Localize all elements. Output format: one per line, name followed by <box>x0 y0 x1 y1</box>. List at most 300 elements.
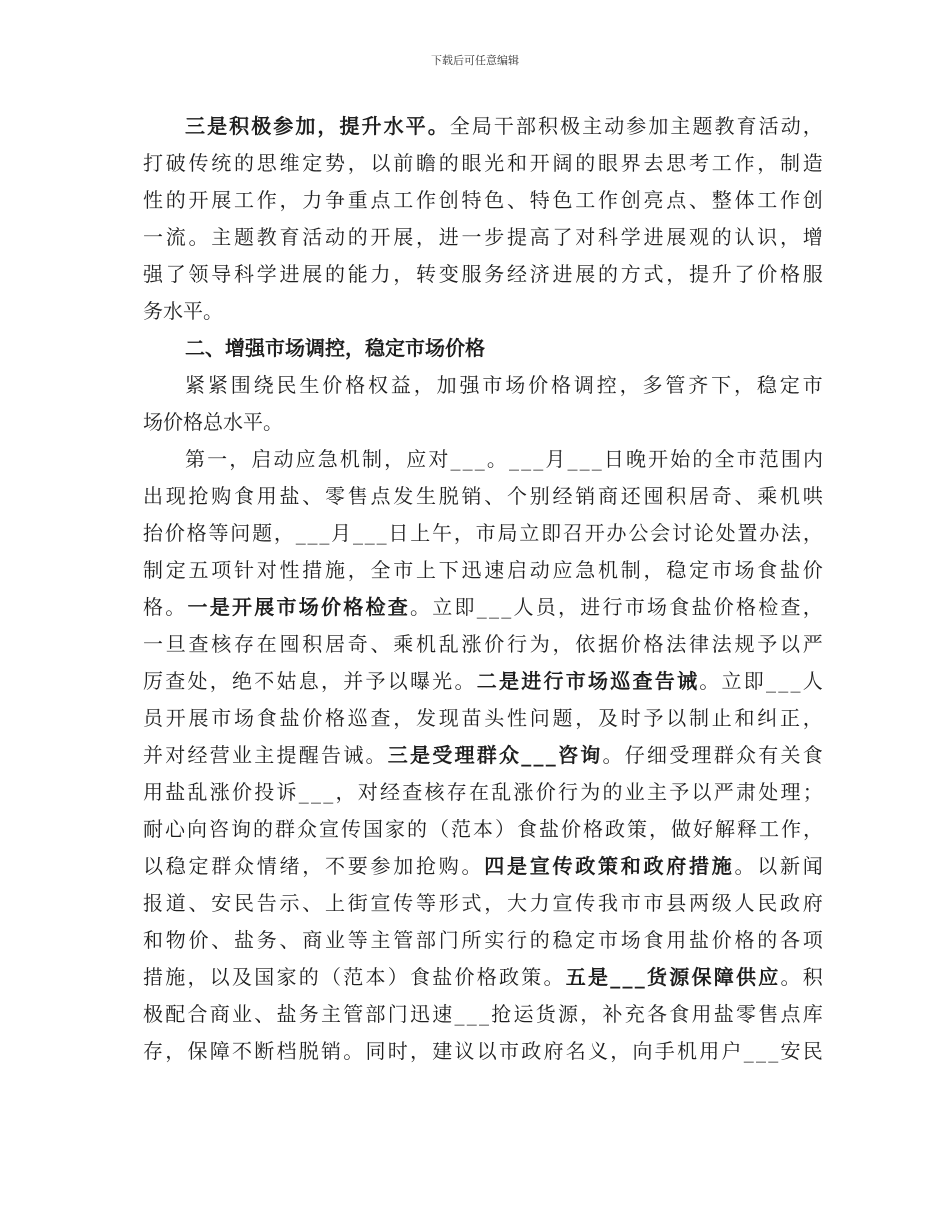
text-char: 场 <box>143 410 163 434</box>
bold-text-char: 市 <box>565 669 586 693</box>
text-char: 变 <box>438 262 459 286</box>
text-char: 对 <box>575 225 596 249</box>
text-char: 水 <box>163 299 183 323</box>
text-char: 价 <box>188 928 209 952</box>
text-char: 齐 <box>688 373 709 397</box>
text-char: 水 <box>223 410 243 434</box>
text-char: 规 <box>734 632 755 656</box>
text-line <box>143 145 823 182</box>
text-char: 配 <box>165 1002 186 1026</box>
bold-text-char: _ <box>610 965 621 989</box>
text-char: 光 <box>432 669 453 693</box>
text-line <box>143 478 823 515</box>
text-char: 食 <box>802 743 823 767</box>
text-char: 经 <box>187 743 208 767</box>
text-char: ， <box>610 1039 631 1063</box>
text-char: 能 <box>347 262 368 286</box>
text-char: 格 <box>325 706 345 730</box>
text-char: 厉 <box>143 669 163 693</box>
text-char: 群 <box>275 817 295 841</box>
text-line <box>143 774 823 811</box>
text-char: 旦 <box>165 632 186 656</box>
text-char: 了 <box>734 262 755 286</box>
text-char: 格 <box>551 373 571 397</box>
text-char: 立 <box>519 521 540 545</box>
text-line <box>143 663 823 700</box>
text-char: 涨 <box>513 780 534 804</box>
text-char: 动 <box>325 225 345 249</box>
text-char: 干 <box>493 114 514 138</box>
text-char: 应 <box>295 447 316 471</box>
text-char: 急 <box>575 558 596 582</box>
text-char: 关 <box>780 743 801 767</box>
text-char: 咨 <box>209 817 229 841</box>
text-line <box>143 182 823 219</box>
text-char: 价 <box>322 373 343 397</box>
text-char: 价 <box>535 780 556 804</box>
text-char: 处 <box>187 669 208 693</box>
text-char: 源 <box>558 1002 578 1026</box>
text-char: 对 <box>256 558 277 582</box>
text-char: 场 <box>734 558 755 582</box>
text-char: 作 <box>256 188 277 212</box>
text-char: 工 <box>393 188 414 212</box>
text-char: 法 <box>781 521 801 545</box>
text-char: 等 <box>208 521 229 545</box>
text-char: 盐 <box>279 706 300 730</box>
text-char: 场 <box>620 928 641 952</box>
text-char: 情 <box>256 854 277 878</box>
text-char: 性 <box>143 188 163 212</box>
text-char: 市 <box>393 558 414 582</box>
text-char: 以 <box>143 854 163 878</box>
text-char: 立 <box>432 595 453 619</box>
text-char: 的 <box>165 188 186 212</box>
text-char: 经 <box>380 780 400 804</box>
bold-text-char: 格 <box>465 336 485 360</box>
text-line <box>143 441 823 478</box>
text-char: 思 <box>666 151 687 175</box>
text-char: 格 <box>734 928 755 952</box>
text-char: 政 <box>499 965 519 989</box>
bold-text-char: 施 <box>711 854 732 878</box>
text-char: 等 <box>416 891 436 915</box>
text-char: 积 <box>302 632 323 656</box>
text-char: 内 <box>803 447 823 471</box>
text-char: 策 <box>627 817 647 841</box>
text-char: 予 <box>365 669 386 693</box>
text-line <box>143 108 823 145</box>
bold-text-char: 市 <box>405 336 425 360</box>
text-char: ， <box>416 225 436 249</box>
text-char: 营 <box>209 743 230 767</box>
text-char: 转 <box>416 262 436 286</box>
text-char: 全 <box>370 558 391 582</box>
text-char: ） <box>495 817 515 841</box>
text-char: 措 <box>143 965 163 989</box>
text-char: 业 <box>232 743 252 767</box>
text-char: 点 <box>370 484 391 508</box>
text-char: 加 <box>648 114 669 138</box>
text-char: 并 <box>343 669 364 693</box>
text-char: 业 <box>325 928 345 952</box>
text-char: 户 <box>721 1039 742 1063</box>
text-char: 处 <box>758 780 779 804</box>
text-char: 乱 <box>438 632 459 656</box>
bold-text-char: 政 <box>575 854 596 878</box>
text-char: 置 <box>737 521 758 545</box>
text-char: 讨 <box>671 521 692 545</box>
text-char: 。 <box>263 410 283 434</box>
text-char: 囤 <box>279 632 300 656</box>
text-char: 对 <box>428 447 449 471</box>
text-char: 断 <box>254 1039 275 1063</box>
text-char: 务 <box>484 262 505 286</box>
bold-text-char: 咨 <box>558 743 578 767</box>
text-char: 进 <box>580 595 601 619</box>
text-char: ） <box>387 965 408 989</box>
bold-text-char: 价 <box>321 595 341 619</box>
text-char: 予 <box>643 706 664 730</box>
bold-text-char: 行 <box>543 669 564 693</box>
text-char: 的 <box>325 262 345 286</box>
text-char: 界 <box>620 151 641 175</box>
text-char: 盐 <box>432 965 453 989</box>
text-char: 在 <box>469 780 489 804</box>
bold-text-char: 强 <box>245 336 265 360</box>
text-char: 全 <box>714 447 735 471</box>
text-char: 的 <box>438 151 459 175</box>
text-char: 定 <box>779 373 800 397</box>
bold-text-char: 是 <box>209 595 230 619</box>
bold-text-char: 稳 <box>365 336 385 360</box>
text-char: 严 <box>802 632 823 656</box>
text-char: 物 <box>165 928 186 952</box>
text-char: 机 <box>677 1039 697 1063</box>
text-char: 始 <box>670 447 691 471</box>
bold-text-char: 诫 <box>677 669 697 693</box>
text-line <box>143 1033 823 1070</box>
text-char: 定 <box>575 928 596 952</box>
bold-text-char: 查 <box>632 669 653 693</box>
text-char: _ <box>462 447 473 471</box>
text-char: 、 <box>734 484 755 508</box>
text-char: 乱 <box>491 780 512 804</box>
text-char: 予 <box>757 632 778 656</box>
text-char: 存 <box>143 1039 163 1063</box>
text-char: 议 <box>454 1039 475 1063</box>
text-char: 市 <box>620 891 641 915</box>
text-char: 有 <box>758 743 779 767</box>
text-char: 总 <box>203 410 223 434</box>
text-char: _ <box>474 447 485 471</box>
text-char: 作 <box>781 817 801 841</box>
text-char: 性 <box>507 706 527 730</box>
text-char: 脱 <box>298 1039 319 1063</box>
bold-text-char: 是 <box>207 114 228 138</box>
text-char: 人 <box>513 595 534 619</box>
text-char: 服 <box>461 262 482 286</box>
text-char: 格 <box>643 632 664 656</box>
text-char: 稳 <box>756 373 777 397</box>
text-char: 、 <box>302 891 323 915</box>
text-char: 紧 <box>185 373 205 397</box>
text-char: 新 <box>780 854 800 878</box>
bold-text-char: 控 <box>325 336 345 360</box>
text-char: _ <box>352 521 363 545</box>
text-char: ， <box>484 891 505 915</box>
text-char: 一 <box>207 447 228 471</box>
text-char: 抢 <box>416 854 436 878</box>
text-char: 应 <box>552 558 573 582</box>
text-char: 民 <box>276 373 297 397</box>
text-char: 围 <box>780 447 801 471</box>
bold-text-char: 三 <box>387 743 408 767</box>
text-char: 以 <box>476 1039 497 1063</box>
text-char: 迅 <box>410 1002 430 1026</box>
text-char: 五 <box>188 558 209 582</box>
text-char: ， <box>453 521 474 545</box>
text-char: 货 <box>535 1002 556 1026</box>
text-char: 展 <box>302 262 323 286</box>
bold-text-char: 二 <box>185 336 205 360</box>
text-char: 各 <box>780 928 800 952</box>
text-char: 用 <box>691 1002 712 1026</box>
text-char: ， <box>347 151 368 175</box>
text-char: 一 <box>143 225 163 249</box>
text-char: 的 <box>575 151 596 175</box>
text-char: 展 <box>211 188 232 212</box>
bold-text-char: 五 <box>565 965 586 989</box>
text-char: 依 <box>575 632 596 656</box>
text-char: 肃 <box>736 780 756 804</box>
text-char: _ <box>311 780 321 804</box>
bold-text-char: 告 <box>654 669 675 693</box>
text-char: 上 <box>325 891 345 915</box>
text-char: 价 <box>484 632 505 656</box>
text-char: 管 <box>393 928 414 952</box>
text-char: 宣 <box>370 891 391 915</box>
text-char: ， <box>347 558 368 582</box>
document-body <box>143 108 823 1070</box>
text-char: 盐 <box>276 1002 297 1026</box>
text-char: 色 <box>552 188 573 212</box>
text-char: 性 <box>279 558 300 582</box>
text-char: 的 <box>253 817 273 841</box>
text-char: 识 <box>757 225 778 249</box>
text-char: 盐 <box>234 928 254 952</box>
text-char: 市 <box>211 706 232 730</box>
text-char: 绕 <box>253 373 274 397</box>
text-char: 定 <box>165 558 186 582</box>
text-char: 抢 <box>188 484 209 508</box>
text-char: 行 <box>558 780 578 804</box>
bold-text-char: 市 <box>276 595 297 619</box>
text-char: 用 <box>666 928 687 952</box>
text-char: 道 <box>165 891 186 915</box>
text-char: ， <box>279 188 300 212</box>
text-char: 不 <box>325 854 345 878</box>
text-char: 平 <box>243 410 263 434</box>
text-char: 开 <box>370 225 391 249</box>
text-char: 重 <box>347 188 368 212</box>
text-char: 人 <box>802 669 823 693</box>
text-line <box>143 404 823 441</box>
text-char: 以 <box>209 965 230 989</box>
text-char: 核 <box>211 632 232 656</box>
text-char: 政 <box>780 891 800 915</box>
text-char: 育 <box>279 225 300 249</box>
text-char: 应 <box>406 447 427 471</box>
text-char: 以 <box>666 706 687 730</box>
text-char: 点 <box>370 188 391 212</box>
text-char: 和 <box>507 151 527 175</box>
text-char: 不 <box>232 1039 252 1063</box>
text-char: 及 <box>232 965 252 989</box>
text-char: _ <box>579 447 590 471</box>
text-char: 保 <box>187 1039 208 1063</box>
text-char: 义 <box>588 1039 608 1063</box>
text-line <box>143 811 823 848</box>
text-char: 进 <box>438 225 459 249</box>
bold-text-char: 极 <box>251 114 272 138</box>
text-char: 查 <box>188 632 209 656</box>
text-char: 市 <box>499 1039 519 1063</box>
text-char: 学 <box>620 225 641 249</box>
text-char: 正 <box>780 706 800 730</box>
text-char: 乘 <box>393 632 414 656</box>
text-char: 作 <box>598 188 618 212</box>
bold-text-char: 措 <box>689 854 709 878</box>
text-char: 展 <box>666 225 687 249</box>
text-char: 醒 <box>298 743 319 767</box>
text-char: 以 <box>387 669 408 693</box>
text-char: 上 <box>416 558 436 582</box>
bold-text-char: 应 <box>758 965 779 989</box>
text-char: 作 <box>780 188 800 212</box>
text-char: 力 <box>529 891 550 915</box>
text-char: 主 <box>211 225 232 249</box>
text-char: 众 <box>297 817 317 841</box>
text-char: 食 <box>669 595 690 619</box>
text-char: 创 <box>620 188 641 212</box>
text-char: 绪 <box>279 854 300 878</box>
text-char: 解 <box>715 817 735 841</box>
text-char: 提 <box>507 225 527 249</box>
text-char: 时 <box>620 706 641 730</box>
text-char: 工 <box>757 188 778 212</box>
text-char: 用 <box>699 1039 720 1063</box>
text-char: _ <box>790 669 801 693</box>
text-char: 出 <box>143 484 163 508</box>
text-char: 工 <box>711 151 732 175</box>
bold-text-char: 积 <box>229 114 250 138</box>
text-char: ， <box>552 632 573 656</box>
text-char: 教 <box>714 114 735 138</box>
text-char: 受 <box>669 743 690 767</box>
text-char: 价 <box>620 632 641 656</box>
text-char: 众 <box>234 854 254 878</box>
text-char: 提 <box>689 262 709 286</box>
text-char: 科 <box>234 262 254 286</box>
text-char: 以 <box>780 632 800 656</box>
text-char: _ <box>533 447 544 471</box>
text-char: ， <box>384 447 405 471</box>
bold-text-char: _ <box>545 743 556 767</box>
text-char: 国 <box>363 817 383 841</box>
text-char: 亮 <box>643 188 664 212</box>
text-char: 瞻 <box>416 151 436 175</box>
text-char: 。 <box>454 669 475 693</box>
text-char: 告 <box>321 743 341 767</box>
bold-text-char: 供 <box>736 965 756 989</box>
text-char: 。 <box>188 225 209 249</box>
text-char: 销 <box>575 484 596 508</box>
text-char: 盐 <box>689 928 709 952</box>
text-char: 止 <box>711 706 732 730</box>
text-char: 向 <box>632 1039 653 1063</box>
text-char: 。 <box>365 743 386 767</box>
text-char: 市 <box>598 928 618 952</box>
text-char: 领 <box>188 262 209 286</box>
text-char: 员 <box>535 595 556 619</box>
text-char: 所 <box>461 928 482 952</box>
text-char: 一 <box>143 632 163 656</box>
text-char: 启 <box>251 447 272 471</box>
text-char: 整 <box>711 188 732 212</box>
text-char: 我 <box>598 891 618 915</box>
text-char: 稳 <box>165 854 186 878</box>
text-char: 居 <box>325 632 345 656</box>
text-char: 即 <box>454 595 475 619</box>
text-char: 活 <box>758 114 779 138</box>
text-char: 制 <box>362 447 382 471</box>
text-char: 零 <box>325 484 345 508</box>
text-char: 家 <box>385 817 405 841</box>
text-line <box>143 515 823 552</box>
text-char: 经 <box>552 484 573 508</box>
text-char: 活 <box>302 225 323 249</box>
bold-text-char: 场 <box>298 595 319 619</box>
text-char: _ <box>307 521 318 545</box>
text-char: 施 <box>165 965 186 989</box>
text-char: 好 <box>693 817 713 841</box>
text-char: 服 <box>802 262 823 286</box>
text-char: 乘 <box>757 484 778 508</box>
text-char: 价 <box>711 928 732 952</box>
text-char: 涨 <box>461 632 482 656</box>
text-char: 的 <box>298 965 319 989</box>
text-char: 教 <box>256 225 277 249</box>
text-char: 诉 <box>276 780 297 804</box>
text-char: 脱 <box>438 484 459 508</box>
text-char: _ <box>766 669 776 693</box>
text-char: 部 <box>515 114 536 138</box>
text-char: 光 <box>484 151 505 175</box>
text-char: 以 <box>757 854 778 878</box>
text-char: 盐 <box>780 558 800 582</box>
text-char: 的 <box>757 928 778 952</box>
text-char: 动 <box>604 114 625 138</box>
text-char: 传 <box>341 817 361 841</box>
bold-text-char: 场 <box>425 336 445 360</box>
text-char: 合 <box>187 1002 208 1026</box>
text-char: 的 <box>598 262 618 286</box>
text-char: 民 <box>234 891 254 915</box>
text-char: 。 <box>602 743 623 767</box>
text-char: 心 <box>165 817 185 841</box>
text-char: 权 <box>368 373 388 397</box>
